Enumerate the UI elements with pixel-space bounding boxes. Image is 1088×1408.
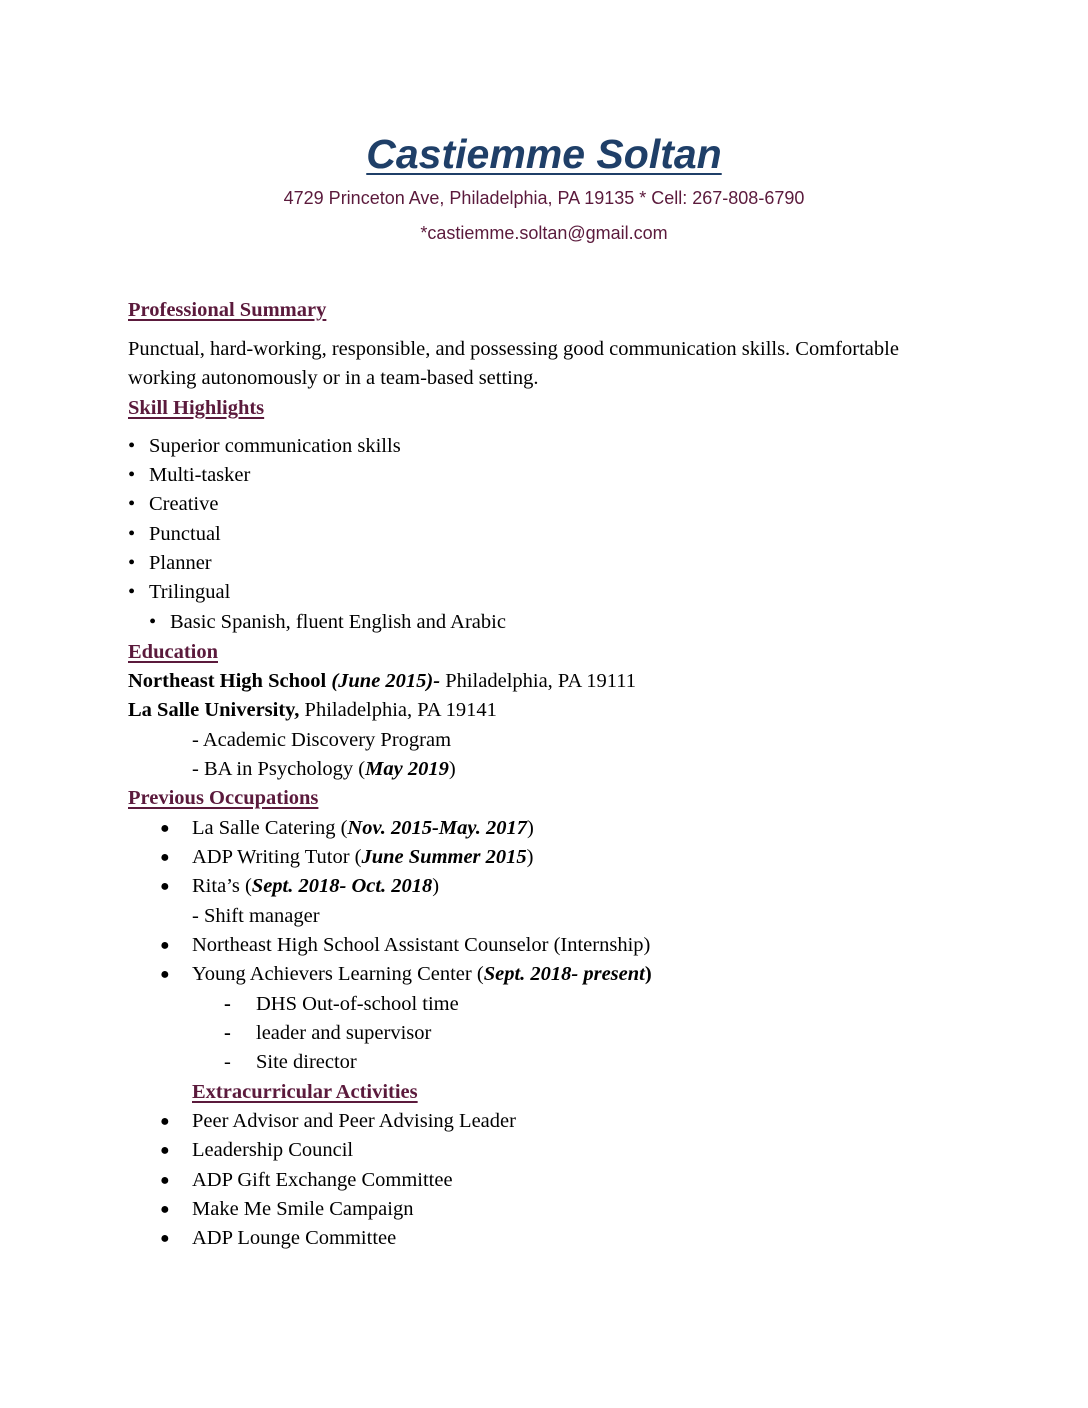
skill-sub-item: • Basic Spanish, fluent English and Arabic (149, 611, 506, 633)
occupation-sub-detail: - Site director (224, 1051, 357, 1073)
bullet-icon: • (128, 581, 136, 603)
skill-item: • Superior communication skills (128, 435, 401, 457)
bullet-icon: • (128, 523, 136, 545)
education-date: (June 2015)- (331, 670, 441, 692)
bullet-icon: ● (160, 878, 170, 895)
bullet-icon: ● (160, 849, 170, 866)
occupation-date: Nov. 2015-May. 2017 (347, 817, 527, 839)
contact-address-phone: 4729 Princeton Ave, Philadelphia, PA 19135 * Cell: 267-808-6790 (283, 188, 805, 208)
bullet-icon: • (128, 464, 136, 486)
occupation-detail: - Shift manager (192, 905, 320, 927)
occupation-date: June Summer 2015 (361, 846, 527, 868)
bullet-icon: • (128, 552, 136, 574)
summary-line-2: working autonomously or in a team-based setting. (128, 367, 539, 389)
bullet-icon: • (128, 435, 136, 457)
school-location: Philadelphia, PA 19111 (440, 670, 636, 692)
section-heading-extracurricular: Extracurricular Activities (192, 1081, 418, 1103)
dash-icon: - (224, 1022, 231, 1044)
occupation-date: Sept. 2018- Oct. 2018 (251, 875, 433, 897)
education-detail: - BA in Psychology (May 2019) (192, 758, 456, 780)
school-name: Northeast High School (128, 670, 327, 692)
resume-page: Castiemme Soltan 4729 Princeton Ave, Philadelphia, PA 19135 * Cell: 267-808-6790 *castiemme.soltan@gmail.com Professional Summary Punctual, hard-working, responsible, and possessing good communication skills. Comfortable working autonomously or in a team-based setting. Skill Highlights • Superior communication skills • Multi-tasker • Creative • Punctual • Planner • Trilingual • Basic Spanish, fluent English and Arabic Education Northeast High School (June 2015)- Philadelphia, PA 19111 La Salle University, Philadelphia, PA 19141 - Academic Discovery Program - BA in Psychology (May 2019) Previous Occupations ● La Salle Catering (Nov. 2015-May. 2017) ● ADP Writing Tutor (June Summer 2015) ● Rita’s (Sept. 2018- Oct. 2018) - Shift manager ● Northeast High School Assistant Counselor (Internship) ● Young Achievers Learning Center (Sept. 2018- present) - DHS Out-of-school time - leader and supervisor - Site director Extracurricular Activities ● Peer Advisor and Peer Advising Leader ● Leadership Council ● ADP Gift Exchange Committee ● Make Me Smile Campaign ● ADP Lounge Committee (0, 0, 1088, 1408)
education-detail: - Academic Discovery Program (192, 729, 452, 751)
summary-line-1: Punctual, hard-working, responsible, and possessing good communication skills. Comfortable (128, 338, 899, 360)
bullet-icon: ● (160, 820, 170, 837)
section-heading-education: Education (128, 641, 218, 663)
section-heading-previous-occupations: Previous Occupations (128, 787, 319, 809)
bullet-icon: ● (160, 1201, 170, 1218)
bullet-icon: ● (160, 1172, 170, 1189)
bullet-icon: ● (160, 937, 170, 954)
dash-icon: - (224, 993, 231, 1015)
education-date: May 2019 (365, 758, 449, 780)
contact-email: *castiemme.soltan@gmail.com (420, 223, 668, 243)
occupation-date: Sept. 2018- present (483, 963, 645, 985)
education-entry-university (128, 696, 497, 725)
skill-item: • Creative (128, 493, 219, 515)
school-name: La Salle University, (128, 699, 300, 721)
dash-icon: - (224, 1051, 231, 1073)
occupation-sub-detail: - DHS Out-of-school time (224, 993, 459, 1015)
education-entry-high-school (128, 667, 636, 696)
bullet-icon: ● (160, 1113, 170, 1130)
bullet-icon: ● (160, 1230, 170, 1247)
school-location: Philadelphia, PA 19141 (299, 699, 497, 721)
bullet-icon: • (128, 493, 136, 515)
section-heading-professional-summary: Professional Summary (128, 299, 327, 321)
bullet-icon: • (149, 611, 157, 633)
bullet-icon: ● (160, 966, 170, 983)
occupation-sub-detail: - leader and supervisor (224, 1022, 432, 1044)
skill-item: • Multi-tasker (128, 464, 251, 486)
bullet-icon: ● (160, 1142, 170, 1159)
skill-item: • Planner (128, 552, 212, 574)
candidate-name: Castiemme Soltan (366, 131, 722, 177)
skill-item: • Trilingual (128, 581, 231, 603)
skill-item: • Punctual (128, 523, 221, 545)
section-heading-skill-highlights: Skill Highlights (128, 397, 265, 419)
